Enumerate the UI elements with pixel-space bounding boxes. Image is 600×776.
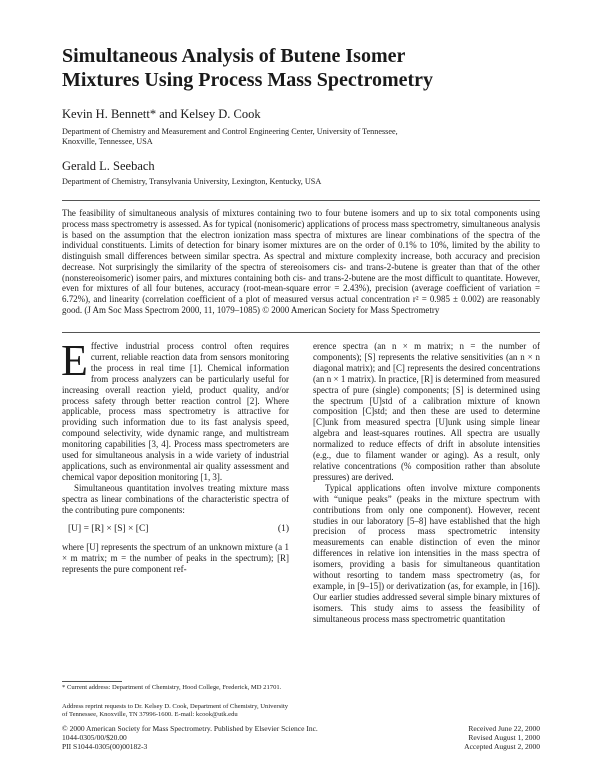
drop-cap: E xyxy=(61,336,88,385)
revised-date: Revised August 1, 2000 xyxy=(468,732,540,742)
abstract-top-rule xyxy=(62,200,540,201)
affiliation-2: Department of Chemistry, Transylvania University, Lexington, Kentucky, USA xyxy=(62,177,322,186)
paragraph-3: where [U] represents the spectrum of an unknown mixture (a 1 × m matrix; m = the number of peaks in the spectrum); [R] represents the pure component ref- xyxy=(62,542,289,575)
affiliation-1-line-2: Knoxville, Tennessee, USA xyxy=(62,137,153,146)
equation-1 xyxy=(68,524,289,535)
authors: Kevin H. Bennett* and Kelsey D. Cook xyxy=(62,107,261,121)
abstract-bottom-rule xyxy=(62,332,540,333)
copyright-line: © 2000 American Society for Mass Spectrometry. Published by Elsevier Science Inc. xyxy=(62,724,318,733)
footnote-rule xyxy=(62,681,122,682)
right-paragraph-1: erence spectra (an n × m matrix; n = the number of components); [S] represents the relative sensitivities (an n × n diagonal matrix); and [C] represents the desired concentrations (an n × 1 matrix). In practice, [R] is determined from measured spectra of pure (single) components; [S] is determined using the spectrum [U]std of a calibration mixture of known composition [C]std; and then these are used to determine [C]unk from measured spectra [U]unk using simple linear algebra and least-squares routines. All spectra are usually normalized to reduce effects of drift in absolute intensities (e.g., due to filament wander or aging). As a result, only relative concentrations (% composition rather than absolute pressures) are derived. xyxy=(313,341,540,482)
paper-title xyxy=(62,44,542,92)
received-date: Received June 22, 2000 xyxy=(468,724,540,733)
title-line-1: Simultaneous Analysis of Butene Isomer xyxy=(62,45,406,67)
abstract: The feasibility of simultaneous analysis of mixtures containing two to four butene isomers and up to six total components using process mass spectrometry is assessed. As for typical (nonisomeric) applications of process mass spectrometry, simultaneous analysis is based on the assumption that the electron ionization mass spectra of mixtures are linear combinations of the spectra of the individual constituents. Limits of detection for binary isomer mixtures are on the order of 0.1% to 10%, limited by the ability to distinguish small differences between similar spectra. As spectral and mixture complexity increase, both accuracy and precision decrease. Not surprisingly the similarity of the spectra of stereoisomers cis- and trans-2-butene is greater than that of the other (nonstereoisomeric) isomer pairs, and mixtures containing both cis- and trans-2-butene are the most difficult to quantitate. However, even for mixtures of all four butenes, accuracy (root-mean-square error = 2.43%), precision (average coefficient of variation = 6.72%), and linearity (correlation coefficient of a plot of measured versus actual concentration r² = 0.985 ± 0.002) are reasonably good. (J Am Soc Mass Spectrom 2000, 11, 1079–1085) © 2000 American Society for Mass Spectrometry xyxy=(62,208,540,315)
paragraph-2: Simultaneous quantitation involves treating mixture mass spectra as linear combinations of the characteristic spectra of the contributing pure components: xyxy=(62,482,289,515)
footnote-2: Address reprint requests to Dr. Kelsey D. Cook, Department of Chemistry, University of Tennessee, Knoxville, TN 37996-1600. E-mail: kcook@utk.edu xyxy=(62,703,289,718)
left-column xyxy=(61,336,289,575)
title-line-2: Mixtures Using Process Mass Spectrometry xyxy=(62,69,434,91)
issn-line: 1044-0305/00/$20.00 xyxy=(62,732,127,742)
affiliation-1 xyxy=(62,127,532,147)
intro-paragraph xyxy=(61,336,289,483)
dates-info xyxy=(464,725,540,751)
pii-line: PII S1044-0305(00)00182-3 xyxy=(62,741,148,751)
equation-text: [U] = [R] × [S] × [C] xyxy=(68,523,149,534)
equation-number: (1) xyxy=(277,523,289,534)
right-column xyxy=(313,341,540,625)
right-paragraph-2: Typical applications often involve mixture components with “unique peaks” (peaks in the mixture spectrum with contributions from only one component). However, recent studies in our laboratory [5–8] have established that the high precision of process mass spectrometric intensity measurements can enable distinction of even the minor differences in relative ion intensities in the mass spectra of isomers, providing a basis for simultaneous quantitation without resorting to tandem mass spectrometry (as, for example, in [9–15]) or derivatization (as, for example, in [16]). Our earlier studies addressed several simple binary mixtures of isomers. This study aims to assess the feasibility of simultaneous process mass spectrometric quantitation xyxy=(313,482,540,624)
intro-text: ffective industrial process control often requires current, reliable reaction data from sensors monitoring the process in real time [1]. Chemical information from process analyzers can be particularly useful for increasing overall reaction yield, product quality, and/or process safety through better reaction control [2]. Where applicable, process mass spectrometry is attractive for providing such information due to its fast analysis speed, compound selectivity, wide dynamic range, and multistream monitoring capabilities [3, 4]. Process mass spectrometers are used for simultaneous analysis in a wide variety of industrial applications, such as environmental air quality assessment and chemical vapor deposition monitoring [1, 3]. xyxy=(62,341,289,482)
publisher-info xyxy=(62,725,318,751)
affiliation-1-line-1: Department of Chemistry and Measurement and Control Engineering Center, University of Tennessee, xyxy=(62,127,398,136)
footnote-1: * Current address: Department of Chemistry, Hood College, Frederick, MD 21701. xyxy=(62,684,282,691)
accepted-date: Accepted August 2, 2000 xyxy=(464,741,540,751)
author-2: Gerald L. Seebach xyxy=(62,159,155,173)
